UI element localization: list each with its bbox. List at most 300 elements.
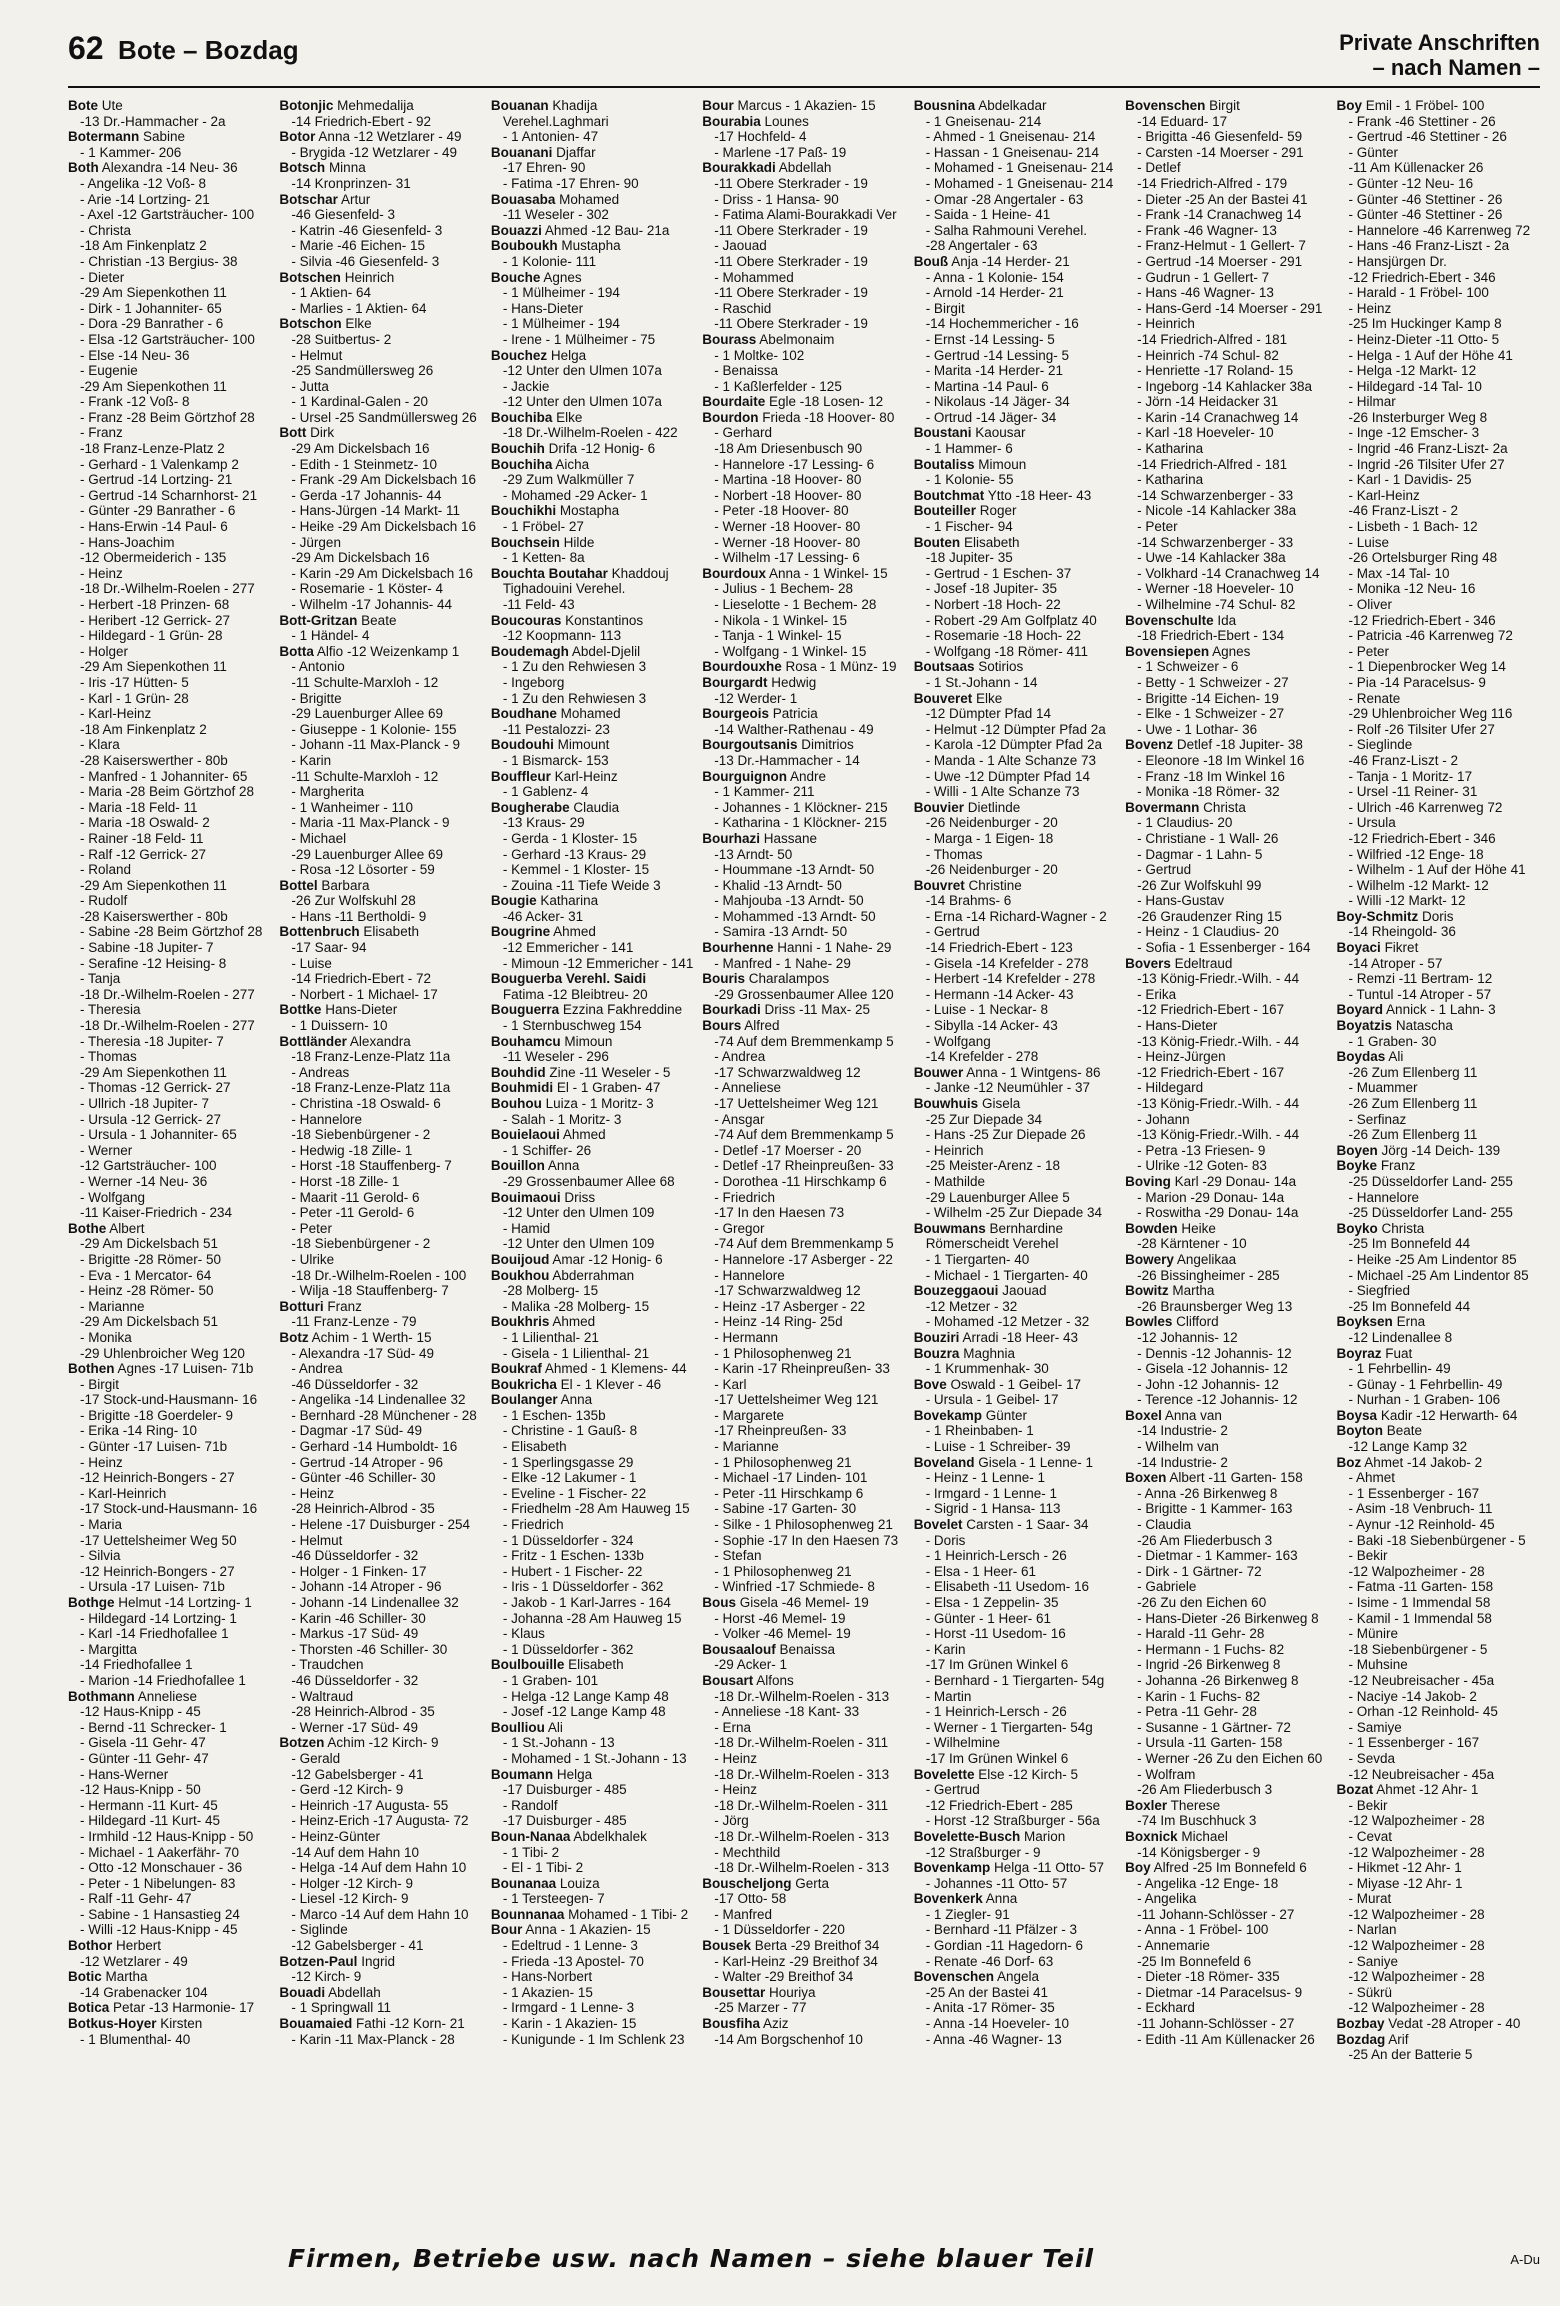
entry-text: - 1 Philosophenweg 21 [714,1563,852,1579]
directory-entry [914,1813,1117,1829]
directory-entry [702,956,905,972]
entry-text: - Hans-Jürgen -14 Markt- 11 [291,503,460,519]
directory-entry [702,2032,905,2048]
entry-text: - Ursula - 1 Geibel- 17 [925,1392,1059,1408]
entry-text: - Johann [1137,1111,1190,1127]
directory-entry [1125,800,1328,816]
directory-entry [279,784,482,800]
entry-text: -12 Friedrich-Ebert - 285 [925,1797,1073,1813]
directory-entry [279,597,482,613]
directory-entry [68,971,271,987]
directory-entry [1337,971,1540,987]
directory-entry [68,1455,271,1471]
directory-entry [702,1361,905,1377]
entry-text: - Hikmet -12 Ahr- 1 [1348,1860,1462,1876]
entry-text: - Heinz [80,565,123,581]
directory-entry [1337,597,1540,613]
entry-text: -26 Zu den Eichen 60 [1137,1595,1267,1610]
directory-entry [68,1969,271,1985]
entry-text: - Manfred - 1 Johanniter- 65 [80,768,248,784]
entry-surname: Bourgeois [702,706,770,722]
directory-entry [1125,1361,1328,1377]
directory-entry [68,1829,271,1845]
directory-column [279,98,482,2228]
directory-entry [1125,1564,1328,1580]
directory-entry [1337,1112,1540,1128]
directory-entry [68,1907,271,1923]
directory-entry [279,1548,482,1564]
entry-text: - Alexandra -17 Süd- 49 [291,1345,435,1361]
entry-text: - Theresia [80,1002,141,1018]
entry-text: - Birgit [925,300,965,316]
entry-text: - Heike -25 Am Lindentor 85 [1348,1251,1517,1267]
directory-entry [702,1065,905,1081]
directory-entry [914,566,1117,582]
directory-entry [1125,254,1328,270]
entry-text: - Ingeborg [502,674,565,690]
entry-text: Ahmed [550,924,596,940]
directory-entry [68,1002,271,1018]
entry-surname: Bouanani [490,144,553,160]
directory-entry [491,1720,694,1736]
directory-entry [279,878,482,894]
entry-text: - Norbert - 1 Michael- 17 [291,986,438,1002]
entry-text: - Frieda -13 Apostel- 70 [502,1953,644,1969]
directory-entry [279,176,482,192]
entry-text: -46 Franz-Liszt - 2 [1348,752,1459,768]
directory-entry [1337,847,1540,863]
entry-surname: Bott [279,425,307,441]
entry-text: - Hans-Erwin -14 Paul- 6 [80,519,228,535]
entry-text: Christine [964,877,1022,893]
entry-text: - Karin [925,1641,966,1657]
entry-text: -18 Franz-Lenze-Platz 11a [291,1049,451,1065]
entry-text: -46 Acker- 31 [502,908,584,924]
entry-text: Luiza - 1 Moritz- 3 [541,1096,654,1111]
directory-entry [279,441,482,457]
entry-surname: Bouhmidi [490,1080,554,1096]
entry-surname: Bourgardt [702,674,768,690]
directory-entry [491,1689,694,1705]
entry-text: Alfons [753,1672,794,1688]
entry-text: - Erika -14 Ring- 10 [80,1423,198,1439]
directory-entry [1125,1252,1328,1268]
entry-text: - Peter [1137,519,1178,535]
entry-text: - Maria -18 Oswald- 2 [80,815,210,831]
entry-surname: Bowitz [1125,1283,1169,1299]
entry-text: - Günter -11 Gehr- 47 [80,1750,209,1766]
directory-entry [491,457,694,473]
entry-surname: Bouteiller [913,503,976,519]
directory-entry [914,270,1117,286]
directory-entry [914,784,1117,800]
directory-entry [1125,1002,1328,1018]
entry-text: - Michael [291,830,347,846]
directory-entry [914,1735,1117,1751]
entry-text: - Münire [1348,1626,1399,1642]
entry-text: Egle -18 Losen- 12 [765,394,884,410]
directory-entry [279,1985,482,2001]
directory-entry [702,1579,905,1595]
directory-entry [914,410,1117,426]
entry-text: - Gerhard - 1 Valenkamp 2 [80,456,239,472]
entry-text: Anja -14 Herder- 21 [948,253,1070,269]
entry-surname: Bourhenne [702,940,774,956]
directory-entry [68,769,271,785]
entry-text: -17 Duisburger - 485 [502,1813,627,1829]
entry-text: Anna -12 Wetzlarer - 49 [315,129,462,145]
entry-text: Albert -11 Garten- 158 [1166,1470,1303,1486]
directory-entry [68,1657,271,1673]
entry-text: Franz [1377,1158,1416,1174]
entry-text: - Werner -14 Neu- 36 [80,1173,208,1189]
directory-entry [279,644,482,660]
entry-text: Agnes [540,269,582,285]
directory-entry [702,878,905,894]
entry-text: - Friedrich [502,1517,564,1533]
entry-text: - Dirk - 1 Gärtner- 72 [1137,1563,1262,1579]
directory-entry [491,1642,694,1658]
directory-entry [914,1065,1117,1081]
entry-text: - 1 Düsseldorfer - 324 [502,1532,634,1548]
entry-text: - 1 Essenberger - 167 [1348,1735,1480,1751]
directory-entry [68,550,271,566]
directory-entry [702,1626,905,1642]
footer-code: A-Du [1510,2252,1540,2267]
directory-entry [914,706,1117,722]
entry-text: - 1 Graben- 30 [1348,1033,1437,1049]
directory-entry [279,316,482,332]
entry-surname: Bouielaoui [490,1127,560,1143]
entry-text: -26 Neidenburger - 20 [925,815,1058,831]
entry-text: -14 Grabenacker 104 [80,1984,208,2000]
directory-entry [491,613,694,629]
entry-text: -28 Kaiserswerther - 80b [80,908,228,924]
directory-entry [491,1408,694,1424]
entry-text: Arif [1385,2031,1409,2047]
directory-entry [68,862,271,878]
entry-text: Ute [98,98,123,113]
entry-text: - Heike -29 Am Dickelsbach 16 [291,519,476,535]
directory-entry [1337,581,1540,597]
directory-entry [68,1564,271,1580]
directory-entry [491,1813,694,1829]
entry-text: Mimoun [974,456,1027,472]
entry-text: - Gregor [714,1220,765,1236]
entry-surname: Boy-Schmitz [1336,908,1419,924]
directory-entry [68,363,271,379]
entry-text: -29 Am Siepenkothen 11 [80,378,227,394]
entry-text: - Sabine -17 Garten- 30 [714,1501,857,1517]
directory-entry [1125,753,1328,769]
directory-entry [914,425,1117,441]
directory-entry [68,1127,271,1143]
page-number: 62 [68,30,104,66]
entry-text: - Winfried -17 Schmiede- 8 [714,1579,875,1595]
directory-entry [491,1080,694,1096]
entry-text: -29 Grossenbaumer Allee 68 [502,1173,675,1189]
entry-surname: Bowles [1125,1314,1173,1330]
directory-entry [68,940,271,956]
entry-text: - Rolf -26 Tilsiter Ufer 27 [1348,721,1495,737]
entry-text: - Axel -12 Gartsträucher- 100 [80,207,255,223]
entry-text: - Karin -46 Schiller- 30 [291,1610,426,1626]
directory-entry [68,1579,271,1595]
entry-text: - Ulrich -46 Karrenweg 72 [1348,799,1503,815]
directory-entry [491,815,694,831]
entry-text: - Helene -17 Duisburger - 254 [291,1517,471,1533]
directory-entry [914,394,1117,410]
directory-entry [702,1533,905,1549]
entry-text: - Werner - 1 Tiergarten- 54g [925,1719,1093,1735]
directory-entry [1337,363,1540,379]
entry-surname: Bovenschen [913,1969,994,1985]
entry-surname: Bottenbruch [279,924,360,940]
entry-text: -46 Düsseldorfer - 32 [291,1548,419,1564]
entry-text: - Wolfgang - 1 Winkel- 15 [714,643,867,659]
directory-entry [68,1423,271,1439]
entry-text: Ali [1385,1049,1404,1065]
entry-text: -14 Krefelder - 278 [925,1049,1039,1065]
section-subtitle: – nach Namen – [1372,55,1540,80]
directory-entry [914,1112,1117,1128]
directory-entry [491,1346,694,1362]
directory-entry [914,2032,1117,2048]
directory-entry [1337,98,1540,114]
directory-entry [1125,1158,1328,1174]
directory-entry [914,862,1117,878]
directory-entry [914,1034,1117,1050]
entry-text: -18 Dr.-Wilhelm-Roelen - 277 [80,581,255,597]
entry-surname: Boutaliss [913,456,975,472]
entry-text: - Detlef -17 Rheinpreußen- 33 [714,1158,894,1174]
directory-entry [1337,1626,1540,1642]
entry-text: - Kamil - 1 Immendal 58 [1348,1610,1492,1626]
directory-entry [702,1299,905,1315]
directory-entry [1125,285,1328,301]
entry-text: - Khalid -13 Arndt- 50 [714,877,842,893]
entry-text: Fuat [1381,1345,1413,1361]
entry-text: - 1 Moltke- 102 [714,347,805,363]
directory-entry [279,2000,482,2016]
directory-entry [68,223,271,239]
directory-entry [702,940,905,956]
entry-text: -18 Franz-Lenze-Platz 2 [80,441,225,457]
directory-entry [1337,207,1540,223]
entry-surname: Bouhdid [490,1064,546,1080]
entry-surname: Bovekamp [913,1407,982,1423]
entry-text: Ahmet -12 Ahr- 1 [1373,1782,1479,1798]
entry-surname: Boun-Nanaa [490,1828,571,1844]
entry-text: - Luise [291,955,332,971]
entry-text: - Oliver [1348,597,1393,612]
directory-entry [1337,1876,1540,1892]
directory-entry [68,706,271,722]
directory-entry [1337,706,1540,722]
entry-surname: Bovelette [913,1766,975,1782]
entry-surname: Boyard [1336,1002,1384,1018]
directory-entry [279,1096,482,1112]
entry-surname: Bouguerba Verehl. Saidi [490,971,647,987]
directory-entry [68,1922,271,1938]
entry-text: - Irene - 1 Mülheimer - 75 [502,331,656,347]
entry-text: -25 Im Bonnefeld 44 [1348,1298,1471,1314]
entry-surname: Bouijoud [490,1251,550,1267]
entry-text: -14 Industrie- 2 [1137,1454,1228,1470]
entry-text: -18 Dr.-Wilhelm-Roelen - 100 [291,1267,467,1283]
entry-text: - Thomas -12 Gerrick- 27 [80,1080,231,1096]
entry-text: - Helmut [291,347,343,363]
entry-text: - Heinz -17 Asberger - 22 [714,1298,866,1314]
entry-text: - Karin -29 Am Dickelsbach 16 [291,565,473,581]
directory-entry [279,129,482,145]
entry-text: - Anna - 1 Kolonie- 154 [925,269,1064,285]
directory-entry [491,1455,694,1471]
directory-entry [68,1891,271,1907]
directory-entry [914,1190,1117,1206]
entry-text: - Siglinde [291,1922,348,1938]
directory-entry [702,176,905,192]
directory-entry [914,1408,1117,1424]
directory-entry [702,1470,905,1486]
entry-text: -12 Lindenallee 8 [1348,1329,1453,1345]
directory-entry [68,1299,271,1315]
entry-text: - Friedrich [714,1189,776,1205]
directory-entry [279,1845,482,1861]
directory-entry [491,1158,694,1174]
directory-entry [279,379,482,395]
entry-text: - Karin - 1 Fuchs- 82 [1137,1688,1261,1704]
directory-entry [279,924,482,940]
entry-text: -14 Rheingold- 36 [1348,924,1456,940]
directory-entry [68,1408,271,1424]
directory-entry [702,815,905,831]
entry-surname: Botschar [279,191,338,207]
directory-entry [491,1548,694,1564]
directory-entry [702,441,905,457]
entry-text: Erna [1392,1314,1426,1330]
directory-entry [491,800,694,816]
directory-entry [702,285,905,301]
directory-entry [914,1049,1117,1065]
directory-entry [491,1174,694,1190]
entry-text: - Franz -18 Im Winkel 16 [1137,768,1285,784]
entry-text: Helga [547,347,587,363]
entry-text: -11 Feld- 43 [502,597,575,612]
entry-text: - Omar -28 Angertaler - 63 [925,191,1084,207]
entry-text: -26 Graudenzer Ring 15 [1137,908,1282,924]
entry-surname: Bovenkamp [913,1860,991,1876]
directory-entry [491,1673,694,1689]
entry-surname: Boyraz [1336,1345,1382,1361]
entry-text: -18 Jupiter- 35 [925,550,1013,566]
entry-text: -12 Gabelsberger - 41 [291,1766,424,1782]
entry-text: - Wolfram [1137,1766,1196,1782]
entry-text: - Angelika -12 Enge- 18 [1137,1875,1279,1891]
entry-text: - Heinz-Erich -17 Augusta- 72 [291,1813,469,1829]
directory-entry [279,1517,482,1533]
entry-text: - Katharina [1137,441,1204,457]
entry-text: - Andrea [714,1049,766,1065]
entry-text: - Heinrich [1137,316,1195,332]
entry-text: Bernhardine [985,1220,1064,1236]
entry-text: - Frank -14 Cranachweg 14 [1137,207,1302,223]
directory-entry [1125,1377,1328,1393]
directory-entry [1337,644,1540,660]
entry-text: -25 Im Huckinger Kamp 8 [1348,316,1502,332]
entry-text: Frieda -18 Hoover- 80 [758,409,895,425]
directory-entry [491,1782,694,1798]
entry-text: Berta -29 Breithof 34 [751,1938,880,1954]
directory-entry [914,2000,1117,2016]
entry-surname: Bouris [702,971,746,987]
entry-text: - Thomas [925,846,983,862]
directory-entry [914,971,1117,987]
entry-text: - Remzi -11 Bertram- 12 [1348,971,1493,987]
directory-entry [702,238,905,254]
entry-text: - Bekir [1348,1797,1388,1813]
entry-text: - Gertrud -14 Scharnhorst- 21 [80,487,258,503]
entry-text: - Christiane - 1 Wall- 26 [1137,830,1279,846]
entry-text: - Fritz - 1 Eschen- 133b [502,1548,644,1564]
directory-entry [68,1735,271,1751]
directory-entry [702,706,905,722]
page-heading [68,30,299,67]
entry-surname: Bouscheljong [702,1875,792,1891]
entry-text: Kirsten [156,2016,203,2032]
directory-entry [702,1798,905,1814]
entry-text: - Renate -46 Dorf- 63 [925,1953,1054,1969]
entry-text: -18 Am Finkenplatz 2 [80,238,207,254]
directory-entry [279,1969,482,1985]
directory-entry [279,1080,482,1096]
directory-entry [279,706,482,722]
entry-text: Alexandra [346,1033,411,1049]
entry-text: - Walter -29 Breithof 34 [714,1969,854,1985]
entry-text: - Willi -12 Markt- 12 [1348,893,1466,909]
entry-text: -12 Unter den Ulmen 109 [502,1236,655,1252]
entry-text: - Ralf -12 Gerrick- 27 [80,846,207,862]
entry-text: - Uwe -14 Kahlacker 38a [1137,550,1286,566]
entry-text: -29 Am Dickelsbach 51 [80,1314,219,1330]
directory-entry [1125,348,1328,364]
directory-entry [1125,1486,1328,1502]
entry-text: - 1 Zu den Rehwiesen 3 [502,690,647,706]
entry-text: -14 Atroper - 57 [1348,955,1443,971]
directory-entry [68,270,271,286]
entry-text: - Waltraud [291,1688,354,1704]
entry-text: - Peter [1348,643,1390,659]
entry-surname: Bourhazi [702,830,761,846]
entry-text: - Günter [1348,144,1399,160]
entry-surname: Bousek [702,1938,752,1954]
entry-text: -18 Dr.-Wilhelm-Roelen - 313 [714,1766,890,1782]
directory-entry [702,270,905,286]
directory-entry [279,1455,482,1471]
directory-entry [279,1829,482,1845]
entry-text: Ezzina Fakhreddine [559,1002,683,1018]
entry-text: - Elke - 1 Schweizer - 27 [1137,706,1285,722]
directory-entry [1125,1112,1328,1128]
directory-entry [914,815,1117,831]
directory-entry [1125,1299,1328,1315]
directory-entry [702,207,905,223]
entry-text: Abderrahman [549,1267,635,1283]
directory-entry [1125,987,1328,1003]
entry-text: - Elisabeth [502,1439,567,1455]
directory-entry [68,254,271,270]
directory-entry [1125,519,1328,535]
